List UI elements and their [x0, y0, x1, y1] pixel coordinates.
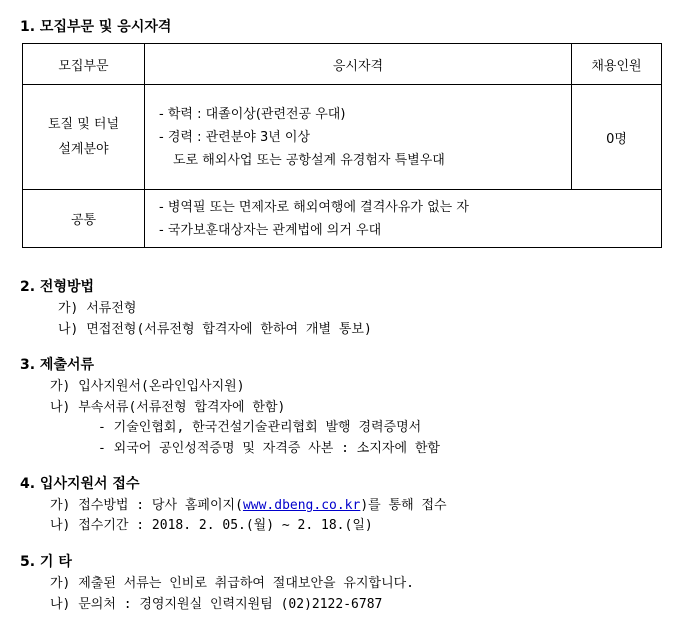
section2-title: 2. 전형방법 [20, 279, 95, 295]
field-line: 설계분야 [58, 142, 109, 157]
homepage-link[interactable]: www.dbeng.co.kr [242, 498, 361, 513]
list-subitem: - 외국어 공인성적증명 및 자격증 사본 : 소지자에 한함 [98, 441, 440, 456]
text: )를 통해 접수 [360, 498, 447, 513]
section1-title: 1. 모집부문 및 응시자격 [20, 19, 172, 35]
list-item: 나) 부속서류(서류전형 합격자에 한함) [50, 400, 286, 415]
section3-title: 3. 제출서류 [20, 357, 95, 373]
field-line: 토질 및 터널 [47, 117, 120, 132]
qualification-line: - 경력 : 관련분야 3년 이상 [159, 129, 311, 145]
list-subitem: - 기술인협회, 한국건설기술관리협회 발행 경력증명서 [98, 420, 422, 435]
header-count: 채용인원 [572, 44, 662, 85]
qualification-table [22, 43, 662, 248]
qualification-line: 도로 해외사업 또는 공항설계 유경험자 특별우대 [173, 152, 445, 168]
list-item [50, 494, 447, 513]
list-item: 나) 접수기간 : 2018. 2. 05.(월) ~ 2. 18.(일) [50, 518, 373, 533]
section5-title: 5. 기 타 [20, 554, 72, 570]
table-header-row [23, 44, 662, 85]
list-item: 나) 문의처 : 경영지원실 인력지원팀 (02)2122-6787 [50, 597, 383, 612]
list-item: 나) 면접전형(서류전형 합격자에 한하여 개별 통보) [58, 322, 372, 337]
qualification-line: - 병역필 또는 면제자로 해외여행에 결격사유가 없는 자 [159, 199, 469, 215]
field-cell [23, 85, 145, 190]
list-item: 가) 제출된 서류는 인비로 취급하여 절대보안을 유지합니다. [50, 576, 415, 591]
field-cell: 공통 [23, 190, 145, 248]
qualification-line: - 학력 : 대졸이상(관련전공 우대) [159, 106, 346, 122]
list-item: 가) 입사지원서(온라인입사지원) [50, 379, 245, 394]
qualification-cell [145, 190, 662, 248]
table-row [23, 85, 662, 190]
qualification-line: - 국가보훈대상자는 관계법에 의거 우대 [159, 222, 382, 238]
text: 가) 접수방법 : 당사 홈페이지( [50, 498, 243, 513]
table-row [23, 190, 662, 248]
list-item: 가) 서류전형 [58, 301, 137, 316]
header-field: 모집부문 [23, 44, 145, 85]
count-cell: 0명 [572, 85, 662, 190]
section4-title: 4. 입사지원서 접수 [20, 476, 140, 492]
header-qualification: 응시자격 [145, 44, 572, 85]
qualification-cell [145, 85, 572, 190]
